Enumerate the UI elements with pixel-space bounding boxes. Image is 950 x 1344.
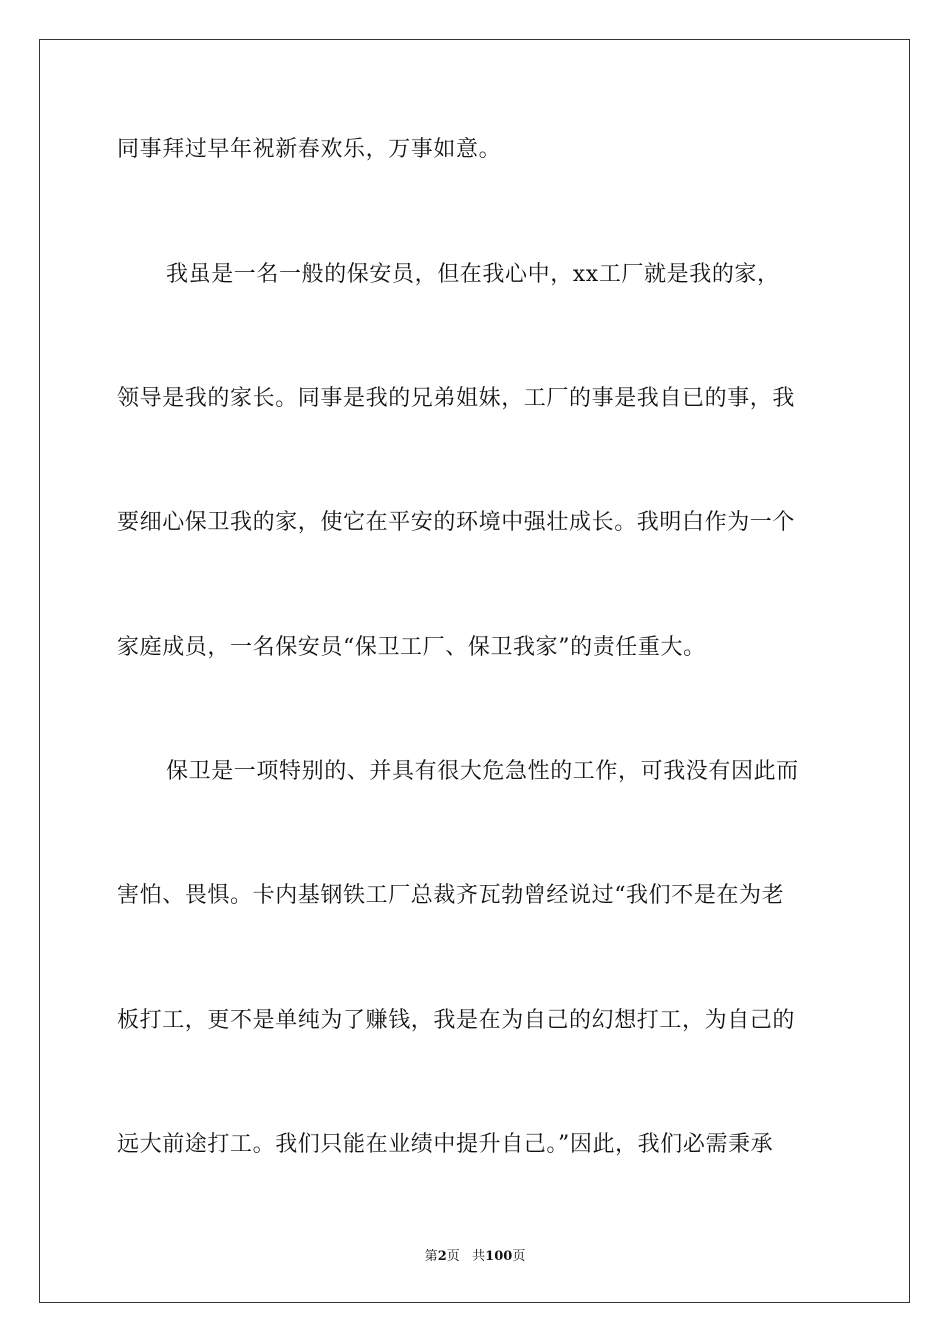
text-line-3: 领导是我的家长。同事是我的兄弟姐妹，工厂的事是我自已的事，我 bbox=[117, 386, 796, 411]
page-suffix: 页 bbox=[446, 1249, 460, 1264]
text-line-5: 家庭成员，一名保安员“保卫工厂、保卫我家”的责任重大。 bbox=[117, 635, 706, 660]
page-footer bbox=[0, 1248, 950, 1266]
page-prefix: 第 bbox=[424, 1249, 438, 1264]
total-prefix: 共 bbox=[472, 1249, 486, 1264]
total-suffix: 页 bbox=[512, 1249, 526, 1264]
total-pages: 100 bbox=[485, 1249, 513, 1264]
page-border bbox=[39, 39, 910, 1303]
page-number: 2 bbox=[437, 1249, 447, 1264]
text-line-9: 远大前途打工。我们只能在业绩中提升自己。”因此，我们必需秉承 bbox=[117, 1132, 774, 1157]
text-line-7: 害怕、畏惧。卡内基钢铁工厂总裁齐瓦勃曾经说过“我们不是在为老 bbox=[117, 883, 785, 908]
text-line-6: 保卫是一项特别的、并具有很大危急性的工作，可我没有因此而 bbox=[166, 759, 799, 784]
text-line-2: 我虽是一名一般的保安员，但在我心中，xx工厂就是我的家， bbox=[166, 262, 780, 287]
text-line-4: 要细心保卫我的家，使它在平安的环境中强壮成长。我明白作为一个 bbox=[117, 510, 796, 535]
text-line-8: 板打工，更不是单纯为了赚钱，我是在为自己的幻想打工，为自己的 bbox=[117, 1008, 796, 1033]
text-line-1: 同事拜过早年祝新春欢乐，万事如意。 bbox=[117, 137, 502, 162]
